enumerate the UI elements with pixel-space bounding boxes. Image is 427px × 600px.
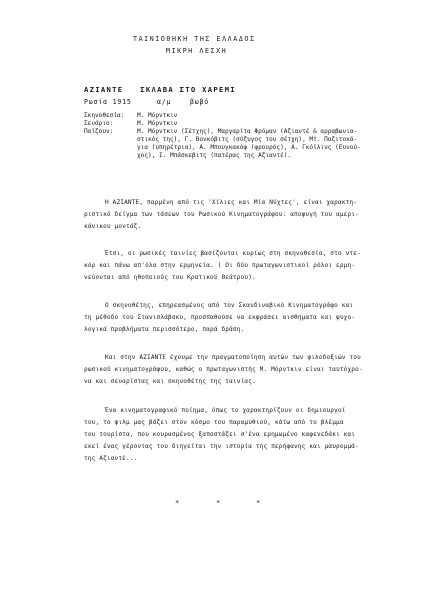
film-silent: βωβό — [190, 98, 210, 106]
paragraph-line: εκεί ένας γέροντας του διηγείται την ιστορία της περήφανης και μαυρομμά- — [84, 443, 359, 450]
divider-star: * — [175, 499, 180, 507]
cast-line: Μ. Μόρντκιν (Σέτχης), Μαργαρίτα Φρόμαν (Αζιαντέ & αρραβωνια- — [137, 128, 358, 135]
cast-label: Παίζουν: — [84, 128, 114, 135]
film-title: ΑΖΙΑΝΤΕ ΣΚΛΑΒΑ ΣΤΟ ΧΑΡΕΜΙ — [84, 85, 236, 94]
paragraph-line: κάνικου μοντάζ. — [84, 223, 142, 230]
direction-label: Σκηνοθεσία: — [84, 112, 125, 119]
divider-star: * — [256, 499, 261, 507]
film-country-year: Ρωσία 1915 — [84, 98, 132, 106]
paragraph-line: της Αζιαντέ... — [84, 455, 138, 462]
paragraph-line: Και στην ΑΖΙΑΝΤΕ έχουμε την πραγματοποίηση αυτών των φιλοδοξιών του — [105, 354, 361, 361]
archive-name: ΤΑΙΝΙΟΘΗΚΗ ΤΗΣ ΕΛΛΑΔΟΣ — [133, 35, 256, 43]
paragraph-line: ρωσικού κινηματογράφου, καθώς ο πρωταγωνιστής Μ. Μόρντκιν είναι ταυτόχρο- — [84, 366, 363, 373]
divider-star: * — [216, 499, 221, 507]
paragraph-line: λογικά προβλήματα περισσότερο, παρά δράση. — [84, 326, 245, 333]
paragraph-line: να και σεναρίστας και σκηνοθέτης της ταινίας. — [84, 378, 256, 385]
club-name: ΜΙΚΡΗ ΛΕΣΧΗ — [166, 47, 228, 55]
cast-line: χος), Ι. Μπάσκεβιτς (πατέρας της Αζιαντέ). — [137, 152, 292, 159]
paragraph-line: Ο σκηνοθέτης, επηρεασμένος από τον Σκανδιναβικό Κινηματογράφο και — [105, 302, 354, 309]
direction-value: Μ. Μόρντκιν — [137, 112, 178, 119]
script-value: Μ. Μόρντκιν — [137, 120, 178, 127]
paragraph-line: Έτσι, οι ρωσικές ταινίες βασίζονται κυρίως στη σκηνοθεσία, στο ντε- — [105, 250, 361, 257]
paragraph-line: νεύονται από ηθοποιούς του Κρατικού Θεάτρου). — [84, 274, 256, 281]
paragraph-line: του, το φιλμ μας βάζει στον κόσμο του παραμυθιού, κάτω από το βλέμμα — [84, 419, 344, 426]
cast-line: για (υπηρέτρια), Α. Μπουγκακόφ (φρουρός), Α. Γκόϊλινς (Ευνού- — [137, 144, 361, 151]
paragraph-line: του τουρίστα, που κουρασμένος ξαποστάζει σ'ένα ερημωμένο καφενεδάκι και — [84, 431, 356, 438]
film-format: α/μ — [157, 98, 172, 106]
paragraph-line: Ένα κινηματογραφικό ποίημα, όπως το χαρακτηρίζουν οι δημιουργοί — [105, 407, 346, 414]
cast-line: στικός της), Γ. Βονκόβιτς (σύζυγος του σέτχη), Μτ. Παζιτοκά- — [137, 136, 358, 143]
paragraph-line: τη μέθοδο του Στανισλάβσκυ, προσπαθούσε να εκφράσει αισθήματα και ψυχο- — [84, 314, 356, 321]
paragraph-line: κόρ και πάνω απ'όλα στην ερμηνεία. ( Οι δύο πρωταγωνιστικοί ρόλοι ερμη- — [84, 262, 356, 269]
paragraph-line: Η ΑΖΙΑΝΤΕ, παρμένη από τις 'Χίλιες και Μία Νύχτες', είναι χαρακτη- — [105, 199, 358, 206]
script-label: Σενάριο: — [84, 120, 114, 127]
paragraph-line: ριστικό δείγμα των τάσεων του Ρωσικού Κινηματογράφου: αποφυγή του αμερι- — [84, 211, 359, 218]
